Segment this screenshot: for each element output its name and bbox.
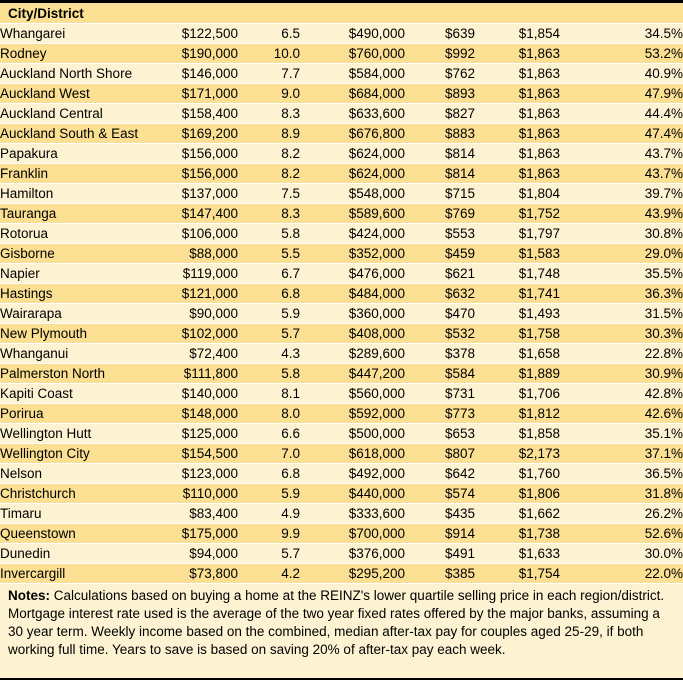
cell-percent-of-income: 30.3% xyxy=(560,324,683,344)
table-row xyxy=(0,224,683,244)
cell-city-district: Tauranga xyxy=(0,204,165,224)
cell-years: 8.3 xyxy=(238,204,300,224)
cell-years: 8.2 xyxy=(238,164,300,184)
cell-price: $560,000 xyxy=(300,384,405,404)
cell-years: 7.7 xyxy=(238,64,300,84)
cell-years: 5.8 xyxy=(238,224,300,244)
cell-city-district: Queenstown xyxy=(0,524,165,544)
cell-years: 9.9 xyxy=(238,524,300,544)
cell-city-district: Rotorua xyxy=(0,224,165,244)
cell-percent-of-income: 40.9% xyxy=(560,64,683,84)
cell-weekly-payment: $470 xyxy=(405,304,475,324)
cell-years: 6.5 xyxy=(238,24,300,44)
table-row xyxy=(0,184,683,204)
table-row xyxy=(0,364,683,384)
cell-price: $684,000 xyxy=(300,84,405,104)
table-row xyxy=(0,524,683,544)
cell-years: 5.7 xyxy=(238,324,300,344)
cell-weekly-payment: $385 xyxy=(405,564,475,584)
cell-city-district: Gisborne xyxy=(0,244,165,264)
cell-deposit: $169,200 xyxy=(165,124,238,144)
cell-city-district: Timaru xyxy=(0,504,165,524)
cell-percent-of-income: 31.8% xyxy=(560,484,683,504)
cell-weekly-income: $1,858 xyxy=(475,424,560,444)
cell-city-district: Whanganui xyxy=(0,344,165,364)
cell-weekly-payment: $653 xyxy=(405,424,475,444)
cell-price: $624,000 xyxy=(300,144,405,164)
cell-price: $700,000 xyxy=(300,524,405,544)
cell-weekly-income: $1,797 xyxy=(475,224,560,244)
cell-percent-of-income: 22.8% xyxy=(560,344,683,364)
cell-deposit: $190,000 xyxy=(165,44,238,64)
cell-city-district: Auckland West xyxy=(0,84,165,104)
table-row xyxy=(0,484,683,504)
cell-weekly-payment: $459 xyxy=(405,244,475,264)
cell-deposit: $137,000 xyxy=(165,184,238,204)
table-row xyxy=(0,564,683,584)
cell-weekly-payment: $827 xyxy=(405,104,475,124)
cell-city-district: New Plymouth xyxy=(0,324,165,344)
cell-weekly-payment: $621 xyxy=(405,264,475,284)
cell-city-district: Wairarapa xyxy=(0,304,165,324)
cell-weekly-payment: $762 xyxy=(405,64,475,84)
cell-deposit: $73,800 xyxy=(165,564,238,584)
cell-weekly-payment: $769 xyxy=(405,204,475,224)
cell-deposit: $158,400 xyxy=(165,104,238,124)
cell-weekly-payment: $642 xyxy=(405,464,475,484)
cell-weekly-income: $1,806 xyxy=(475,484,560,504)
cell-deposit: $119,000 xyxy=(165,264,238,284)
cell-years: 8.0 xyxy=(238,404,300,424)
table-row xyxy=(0,284,683,304)
table-row xyxy=(0,504,683,524)
cell-weekly-payment: $491 xyxy=(405,544,475,564)
cell-price: $376,000 xyxy=(300,544,405,564)
cell-weekly-income: $1,804 xyxy=(475,184,560,204)
table-row xyxy=(0,444,683,464)
cell-deposit: $156,000 xyxy=(165,164,238,184)
cell-weekly-income: $1,863 xyxy=(475,64,560,84)
cell-deposit: $102,000 xyxy=(165,324,238,344)
cell-deposit: $156,000 xyxy=(165,144,238,164)
cell-weekly-income: $1,658 xyxy=(475,344,560,364)
cell-weekly-income: $1,748 xyxy=(475,264,560,284)
cell-years: 4.2 xyxy=(238,564,300,584)
cell-city-district: Auckland North Shore xyxy=(0,64,165,84)
notes xyxy=(0,584,683,678)
cell-deposit: $147,400 xyxy=(165,204,238,224)
cell-city-district: Nelson xyxy=(0,464,165,484)
column-header-city-district: City/District xyxy=(0,3,683,24)
cell-price: $490,000 xyxy=(300,24,405,44)
cell-price: $360,000 xyxy=(300,304,405,324)
cell-city-district: Papakura xyxy=(0,144,165,164)
cell-weekly-income: $1,741 xyxy=(475,284,560,304)
table-row xyxy=(0,24,683,44)
cell-weekly-income: $1,752 xyxy=(475,204,560,224)
cell-weekly-income: $1,633 xyxy=(475,544,560,564)
cell-weekly-payment: $639 xyxy=(405,24,475,44)
cell-deposit: $72,400 xyxy=(165,344,238,364)
cell-years: 5.9 xyxy=(238,304,300,324)
cell-price: $295,200 xyxy=(300,564,405,584)
cell-years: 7.0 xyxy=(238,444,300,464)
cell-percent-of-income: 36.5% xyxy=(560,464,683,484)
cell-years: 10.0 xyxy=(238,44,300,64)
table-row xyxy=(0,144,683,164)
cell-price: $424,000 xyxy=(300,224,405,244)
cell-percent-of-income: 43.9% xyxy=(560,204,683,224)
cell-city-district: Hastings xyxy=(0,284,165,304)
cell-percent-of-income: 35.5% xyxy=(560,264,683,284)
cell-weekly-payment: $807 xyxy=(405,444,475,464)
cell-years: 6.8 xyxy=(238,284,300,304)
cell-percent-of-income: 42.8% xyxy=(560,384,683,404)
table-row xyxy=(0,424,683,444)
table-row xyxy=(0,124,683,144)
table-row xyxy=(0,64,683,84)
cell-price: $548,000 xyxy=(300,184,405,204)
cell-price: $624,000 xyxy=(300,164,405,184)
cell-city-district: Franklin xyxy=(0,164,165,184)
cell-years: 8.1 xyxy=(238,384,300,404)
cell-weekly-payment: $435 xyxy=(405,504,475,524)
table-row xyxy=(0,304,683,324)
cell-deposit: $94,000 xyxy=(165,544,238,564)
cell-deposit: $121,000 xyxy=(165,284,238,304)
cell-years: 8.3 xyxy=(238,104,300,124)
table-row xyxy=(0,344,683,364)
cell-price: $352,000 xyxy=(300,244,405,264)
cell-price: $589,600 xyxy=(300,204,405,224)
cell-percent-of-income: 44.4% xyxy=(560,104,683,124)
cell-price: $584,000 xyxy=(300,64,405,84)
cell-price: $333,600 xyxy=(300,504,405,524)
cell-weekly-income: $1,583 xyxy=(475,244,560,264)
cell-percent-of-income: 36.3% xyxy=(560,284,683,304)
cell-weekly-income: $1,863 xyxy=(475,84,560,104)
cell-weekly-income: $1,706 xyxy=(475,384,560,404)
cell-weekly-payment: $553 xyxy=(405,224,475,244)
table-row xyxy=(0,104,683,124)
cell-years: 8.9 xyxy=(238,124,300,144)
cell-percent-of-income: 37.1% xyxy=(560,444,683,464)
cell-weekly-payment: $715 xyxy=(405,184,475,204)
cell-percent-of-income: 26.2% xyxy=(560,504,683,524)
cell-city-district: Porirua xyxy=(0,404,165,424)
table-body xyxy=(0,24,683,584)
table-row xyxy=(0,384,683,404)
cell-price: $618,000 xyxy=(300,444,405,464)
table-header-row xyxy=(0,3,683,24)
cell-city-district: Auckland South & East xyxy=(0,124,165,144)
table-row xyxy=(0,84,683,104)
cell-percent-of-income: 39.7% xyxy=(560,184,683,204)
cell-percent-of-income: 47.9% xyxy=(560,84,683,104)
cell-years: 5.7 xyxy=(238,544,300,564)
cell-years: 4.3 xyxy=(238,344,300,364)
cell-price: $447,200 xyxy=(300,364,405,384)
table-row xyxy=(0,264,683,284)
cell-weekly-payment: $574 xyxy=(405,484,475,504)
table-row xyxy=(0,464,683,484)
cell-city-district: Napier xyxy=(0,264,165,284)
cell-price: $408,000 xyxy=(300,324,405,344)
cell-deposit: $110,000 xyxy=(165,484,238,504)
cell-years: 9.0 xyxy=(238,84,300,104)
cell-deposit: $146,000 xyxy=(165,64,238,84)
cell-weekly-income: $1,738 xyxy=(475,524,560,544)
cell-years: 6.6 xyxy=(238,424,300,444)
cell-deposit: $106,000 xyxy=(165,224,238,244)
table-row xyxy=(0,404,683,424)
notes-label: Notes: xyxy=(8,588,51,603)
cell-years: 7.5 xyxy=(238,184,300,204)
cell-city-district: Whangarei xyxy=(0,24,165,44)
cell-percent-of-income: 35.1% xyxy=(560,424,683,444)
cell-weekly-income: $1,812 xyxy=(475,404,560,424)
cell-weekly-payment: $883 xyxy=(405,124,475,144)
cell-weekly-payment: $532 xyxy=(405,324,475,344)
table-row xyxy=(0,244,683,264)
cell-city-district: Wellington City xyxy=(0,444,165,464)
cell-years: 8.2 xyxy=(238,144,300,164)
cell-years: 6.8 xyxy=(238,464,300,484)
cell-city-district: Invercargill xyxy=(0,564,165,584)
cell-years: 4.9 xyxy=(238,504,300,524)
cell-price: $676,800 xyxy=(300,124,405,144)
cell-percent-of-income: 30.9% xyxy=(560,364,683,384)
cell-weekly-payment: $731 xyxy=(405,384,475,404)
cell-weekly-payment: $893 xyxy=(405,84,475,104)
cell-price: $476,000 xyxy=(300,264,405,284)
cell-weekly-income: $1,754 xyxy=(475,564,560,584)
cell-weekly-income: $1,854 xyxy=(475,24,560,44)
cell-percent-of-income: 47.4% xyxy=(560,124,683,144)
cell-weekly-income: $1,863 xyxy=(475,144,560,164)
cell-weekly-income: $1,760 xyxy=(475,464,560,484)
cell-weekly-income: $2,173 xyxy=(475,444,560,464)
cell-years: 5.8 xyxy=(238,364,300,384)
cell-deposit: $83,400 xyxy=(165,504,238,524)
cell-deposit: $140,000 xyxy=(165,384,238,404)
cell-price: $760,000 xyxy=(300,44,405,64)
cell-weekly-income: $1,493 xyxy=(475,304,560,324)
table-row xyxy=(0,544,683,564)
cell-percent-of-income: 29.0% xyxy=(560,244,683,264)
cell-percent-of-income: 52.6% xyxy=(560,524,683,544)
cell-percent-of-income: 30.8% xyxy=(560,224,683,244)
cell-weekly-payment: $814 xyxy=(405,144,475,164)
affordability-table xyxy=(0,3,683,584)
cell-city-district: Rodney xyxy=(0,44,165,64)
cell-city-district: Hamilton xyxy=(0,184,165,204)
cell-deposit: $171,000 xyxy=(165,84,238,104)
cell-percent-of-income: 53.2% xyxy=(560,44,683,64)
cell-weekly-payment: $914 xyxy=(405,524,475,544)
cell-weekly-income: $1,863 xyxy=(475,164,560,184)
cell-price: $492,000 xyxy=(300,464,405,484)
cell-weekly-payment: $992 xyxy=(405,44,475,64)
cell-weekly-payment: $773 xyxy=(405,404,475,424)
notes-text: Calculations based on buying a home at the REINZ's lower quartile selling price in each region/district. Mortgage interest rate used is the average of the two year fixed rates offered by the major banks, assuming a 30 year term. Weekly income based on the combined, median after-tax pay for couples aged 25-29, if both working full time. Years to save is based on saving 20% of after-tax pay each week. xyxy=(8,588,665,657)
table-row xyxy=(0,44,683,64)
cell-weekly-income: $1,758 xyxy=(475,324,560,344)
cell-percent-of-income: 31.5% xyxy=(560,304,683,324)
cell-weekly-payment: $814 xyxy=(405,164,475,184)
cell-city-district: Auckland Central xyxy=(0,104,165,124)
cell-deposit: $175,000 xyxy=(165,524,238,544)
cell-city-district: Palmerston North xyxy=(0,364,165,384)
cell-deposit: $148,000 xyxy=(165,404,238,424)
cell-weekly-income: $1,662 xyxy=(475,504,560,524)
cell-weekly-income: $1,889 xyxy=(475,364,560,384)
cell-price: $289,600 xyxy=(300,344,405,364)
cell-deposit: $122,500 xyxy=(165,24,238,44)
table-row xyxy=(0,324,683,344)
cell-years: 6.7 xyxy=(238,264,300,284)
cell-years: 5.9 xyxy=(238,484,300,504)
cell-percent-of-income: 43.7% xyxy=(560,164,683,184)
cell-weekly-income: $1,863 xyxy=(475,124,560,144)
cell-city-district: Dunedin xyxy=(0,544,165,564)
cell-weekly-payment: $378 xyxy=(405,344,475,364)
cell-weekly-payment: $584 xyxy=(405,364,475,384)
cell-percent-of-income: 34.5% xyxy=(560,24,683,44)
cell-city-district: Wellington Hutt xyxy=(0,424,165,444)
table-row xyxy=(0,164,683,184)
cell-deposit: $123,000 xyxy=(165,464,238,484)
cell-deposit: $111,800 xyxy=(165,364,238,384)
cell-percent-of-income: 22.0% xyxy=(560,564,683,584)
cell-city-district: Christchurch xyxy=(0,484,165,504)
cell-price: $484,000 xyxy=(300,284,405,304)
cell-weekly-income: $1,863 xyxy=(475,44,560,64)
cell-percent-of-income: 42.6% xyxy=(560,404,683,424)
cell-deposit: $90,000 xyxy=(165,304,238,324)
cell-deposit: $154,500 xyxy=(165,444,238,464)
cell-price: $633,600 xyxy=(300,104,405,124)
cell-deposit: $125,000 xyxy=(165,424,238,444)
cell-price: $500,000 xyxy=(300,424,405,444)
cell-weekly-income: $1,863 xyxy=(475,104,560,124)
table-row xyxy=(0,204,683,224)
cell-price: $592,000 xyxy=(300,404,405,424)
cell-percent-of-income: 43.7% xyxy=(560,144,683,164)
cell-city-district: Kapiti Coast xyxy=(0,384,165,404)
cell-weekly-payment: $632 xyxy=(405,284,475,304)
cell-percent-of-income: 30.0% xyxy=(560,544,683,564)
cell-deposit: $88,000 xyxy=(165,244,238,264)
cell-years: 5.5 xyxy=(238,244,300,264)
cell-price: $440,000 xyxy=(300,484,405,504)
